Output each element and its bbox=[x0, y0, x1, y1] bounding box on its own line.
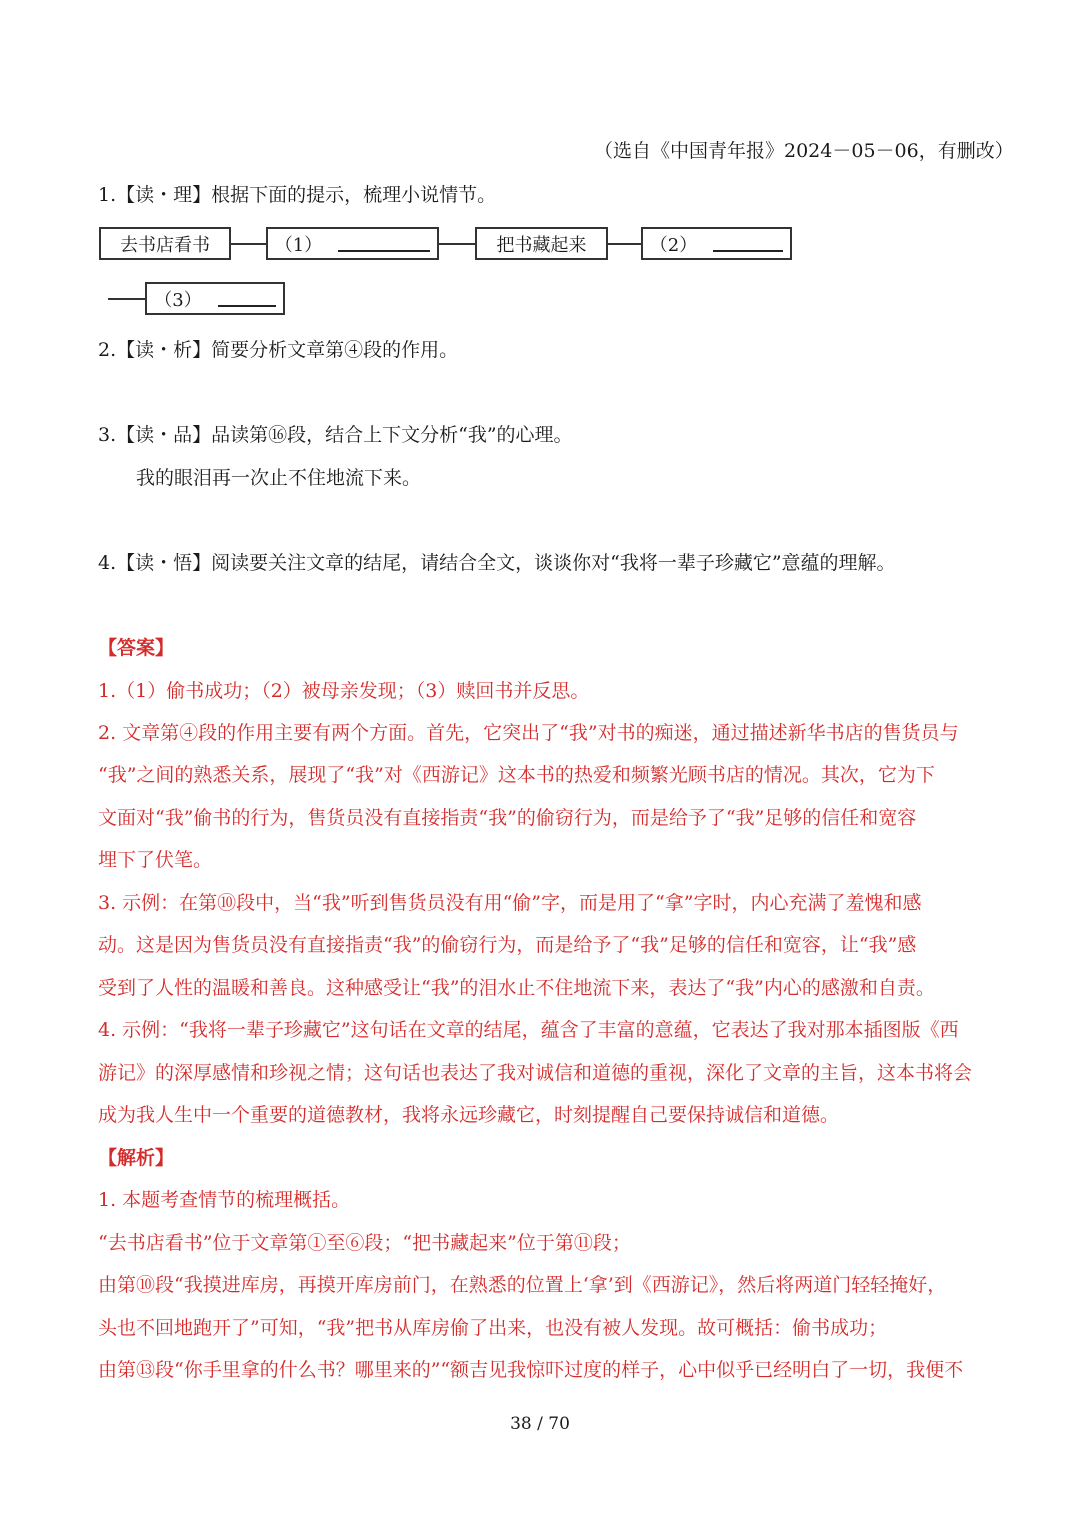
flow-box-1 bbox=[99, 227, 231, 260]
flow-box-4-label: （2） bbox=[649, 234, 698, 256]
flow-connector bbox=[439, 243, 475, 245]
analysis-line: 头也不回地跑开了”可知，“我”把书从库房偷了出来，也没有被人发现。故可概括：偷书成功； bbox=[98, 1317, 888, 1339]
page-number: 38 / 70 bbox=[510, 1414, 570, 1434]
source-citation: （选自《中国青年报》2024－05－06，有删改） bbox=[594, 140, 1014, 162]
answer-line: 4. 示例：“我将一辈子珍藏它”这句话在文章的结尾，蕴含了丰富的意蕴，它表达了我对那本插图版《西 bbox=[98, 1019, 959, 1041]
answer-line: “我”之间的熟悉关系，展现了“我”对《西游记》这本书的热爱和频繁光顾书店的情况。其次，它为下 bbox=[98, 764, 935, 786]
flow-box-5-label: （3） bbox=[154, 289, 202, 311]
answer-blank bbox=[713, 236, 783, 252]
flow-box-3 bbox=[475, 227, 608, 260]
analysis-heading: 【解析】 bbox=[98, 1147, 175, 1169]
flow-box-2 bbox=[266, 227, 439, 260]
question-1: 1.【读・理】根据下面的提示，梳理小说情节。 bbox=[98, 184, 497, 206]
flow-box-3-label: 把书藏起来 bbox=[496, 234, 587, 256]
analysis-line: 1. 本题考查情节的梳理概括。 bbox=[98, 1189, 351, 1211]
question-3: 3.【读・品】品读第⑯段，结合上下文分析“我”的心理。 bbox=[98, 424, 573, 446]
flow-box-2-label: （1） bbox=[274, 234, 323, 256]
answer-heading: 【答案】 bbox=[98, 637, 175, 659]
answer-line: 埋下了伏笔。 bbox=[98, 849, 213, 871]
flow-box-1-label: 去书店看书 bbox=[120, 234, 210, 256]
flow-box-4 bbox=[641, 227, 792, 260]
analysis-line: 由第⑬段“你手里拿的什么书？哪里来的”“额吉见我惊吓过度的样子，心中似乎已经明白了一切，我便不 bbox=[98, 1359, 964, 1381]
question-3-sentence: 我的眼泪再一次止不住地流下来。 bbox=[136, 467, 422, 489]
analysis-line: 由第⑩段“我摸进库房，再摸开库房前门，在熟悉的位置上‘拿’到《西游记》，然后将两道门轻轻掩好， bbox=[98, 1274, 947, 1296]
flow-connector bbox=[231, 243, 266, 245]
question-4: 4.【读・悟】阅读要关注文章的结尾，请结合全文，谈谈你对“我将一辈子珍藏它”意蕴的理解。 bbox=[98, 552, 896, 574]
answer-line: 游记》的深厚感情和珍视之情；这句话也表达了我对诚信和道德的重视，深化了文章的主旨，这本书将会 bbox=[98, 1062, 973, 1084]
answer-blank bbox=[338, 236, 430, 252]
flow-connector bbox=[108, 298, 145, 300]
question-2: 2.【读・析】简要分析文章第④段的作用。 bbox=[98, 339, 459, 361]
answer-line: 1.（1）偷书成功；（2）被母亲发现；（3）赎回书并反思。 bbox=[98, 680, 590, 702]
analysis-line: “去书店看书”位于文章第①至⑥段；“把书藏起来”位于第⑪段； bbox=[98, 1232, 631, 1254]
answer-line: 2. 文章第④段的作用主要有两个方面。首先，它突出了“我”对书的痴迷，通过描述新华书店的售货员与 bbox=[98, 722, 959, 744]
answer-line: 成为我人生中一个重要的道德教材，我将永远珍藏它，时刻提醒自己要保持诚信和道德。 bbox=[98, 1104, 840, 1126]
flow-connector bbox=[608, 243, 641, 245]
answer-line: 受到了人性的温暖和善良。这种感受让“我”的泪水止不住地流下来，表达了“我”内心的感激和自责。 bbox=[98, 977, 935, 999]
answer-blank bbox=[218, 291, 276, 307]
answer-line: 文面对“我”偷书的行为，售货员没有直接指责“我”的偷窃行为，而是给予了“我”足够的信任和宽容 bbox=[98, 807, 917, 829]
flow-box-5 bbox=[145, 282, 285, 315]
answer-line: 3. 示例：在第⑩段中，当“我”听到售货员没有用“偷”字，而是用了“拿”字时，内心充满了羞愧和感 bbox=[98, 892, 922, 914]
answer-line: 动。这是因为售货员没有直接指责“我”的偷窃行为，而是给予了“我”足够的信任和宽容，让“我”感 bbox=[98, 934, 917, 956]
